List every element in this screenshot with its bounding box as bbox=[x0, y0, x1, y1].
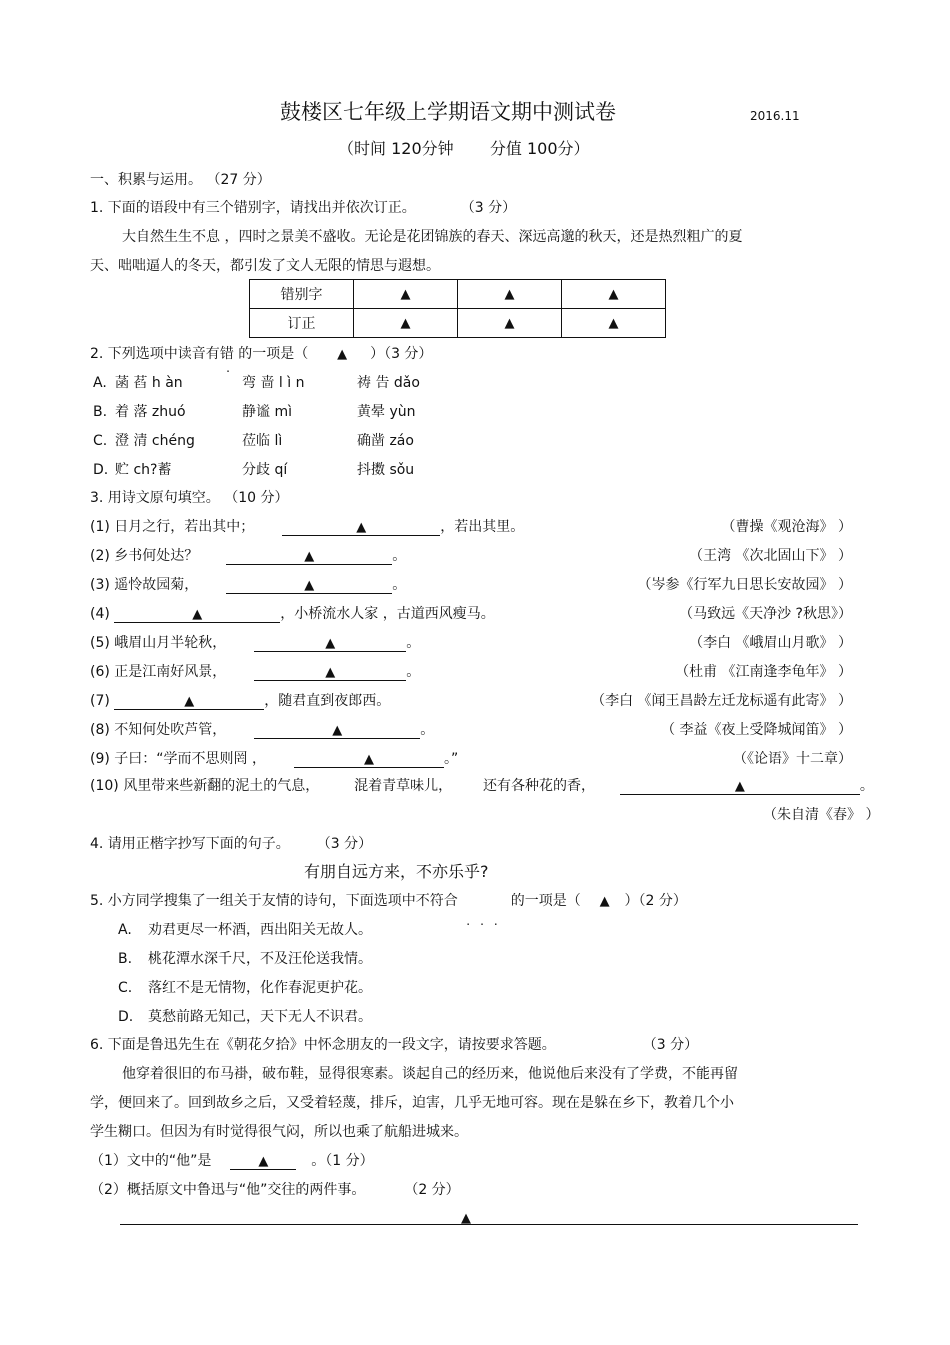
item-number: (4) bbox=[90, 606, 110, 622]
item-number: (9) bbox=[90, 751, 110, 767]
item-number: (5) bbox=[90, 635, 110, 651]
q3-item-source: （《论语》十二章） bbox=[733, 751, 852, 767]
q5-stem: 5. 小方同学搜集了一组关于友情的诗句，下面选项中不符合 ... 的一项是（ ▲ ）（2 分） bbox=[90, 893, 687, 928]
answer-cell[interactable] bbox=[562, 280, 666, 309]
q4-stem bbox=[90, 834, 372, 854]
table-header-cell: 订正 bbox=[250, 309, 354, 338]
q6-sub2 bbox=[90, 1180, 460, 1200]
answer-mark[interactable]: ▲ bbox=[599, 894, 610, 909]
option-letter: D. bbox=[118, 1009, 134, 1025]
fill-blank[interactable] bbox=[254, 664, 406, 681]
option-letter: A. bbox=[118, 922, 132, 938]
answer-mark bbox=[461, 1208, 471, 1229]
item-text: ，若出其里。 bbox=[440, 519, 525, 535]
q1-stem bbox=[90, 198, 516, 218]
q3-item bbox=[90, 575, 406, 595]
q3-item bbox=[90, 546, 406, 566]
correction-table bbox=[249, 279, 666, 338]
option-word: 抖擞 sǒu bbox=[357, 462, 415, 478]
item-text: ，随君直到夜郎西。 bbox=[264, 693, 391, 709]
fill-blank[interactable] bbox=[294, 751, 444, 768]
item-text: 还有各种花的香， bbox=[483, 778, 596, 794]
answer-cell[interactable] bbox=[562, 309, 666, 338]
item-text: 不知何处吹芦管， bbox=[114, 722, 227, 738]
option-word: 静谧 mì bbox=[242, 404, 292, 420]
q3-item-source: （岑参《行军九日思长安故园》 ） bbox=[637, 577, 852, 593]
q1-stem-text: 1. 下面的语段中有三个错别字，请找出并依次订正。 bbox=[90, 200, 416, 216]
q6-sub1-text: （1）文中的“他”是 bbox=[90, 1153, 212, 1169]
q2-stem-b: 的一项是（ bbox=[238, 346, 309, 362]
triangle-mark: ▲ bbox=[325, 636, 336, 651]
q2-stem-c: ）（3 分） bbox=[370, 346, 433, 362]
option-text: 劝君更尽一杯酒，西出阳关无故人。 bbox=[148, 922, 372, 938]
item-text: 子曰：“学而不思则罔 ， bbox=[114, 751, 266, 767]
triangle-mark: ▲ bbox=[184, 694, 195, 709]
triangle-mark: ▲ bbox=[461, 1211, 471, 1226]
option-word: 着 落 zhuó bbox=[115, 404, 186, 420]
item-text: 乡书何处达？ bbox=[114, 548, 199, 564]
option-word: 菡 萏 h àn bbox=[115, 375, 183, 391]
item-number: (8) bbox=[90, 722, 110, 738]
q6-sub2-text: （2）概括原文中鲁迅与“他”交往的两件事。 bbox=[90, 1182, 366, 1198]
answer-cell[interactable] bbox=[354, 280, 458, 309]
answer-line[interactable] bbox=[120, 1224, 858, 1225]
option-word: 贮 ch?蓄 bbox=[115, 462, 172, 478]
q5-option[interactable] bbox=[118, 978, 372, 998]
q1-passage-line1: 大自然生生不息 ，四时之景美不盛收。无论是花团锦族的春天、深远高邈的秋天，还是热烈粗广的夏 bbox=[122, 229, 743, 245]
q3-item-source: （李白 《闻王昌龄左迁龙标遥有此寄》 ） bbox=[591, 693, 852, 709]
table-row bbox=[250, 309, 666, 338]
answer-cell[interactable] bbox=[354, 309, 458, 338]
time-value: 120分钟 bbox=[391, 139, 454, 158]
q3-item-source: （马致远《天净沙 ?秋思》） bbox=[679, 606, 852, 622]
option-word: 莅临 lì bbox=[242, 433, 283, 449]
item-text: 混着青草味儿， bbox=[354, 778, 453, 794]
answer-cell[interactable] bbox=[458, 309, 562, 338]
option-word: 确凿 záo bbox=[357, 433, 414, 449]
q2-stem-emphasis: 错 bbox=[219, 346, 234, 362]
item-text: 。” bbox=[444, 751, 459, 767]
triangle-mark: ▲ bbox=[504, 287, 515, 302]
q3-item-source: （李白 《峨眉山月歌》 ） bbox=[689, 635, 852, 651]
option-letter: B. bbox=[118, 951, 133, 967]
triangle-mark: ▲ bbox=[504, 316, 515, 331]
triangle-mark: ▲ bbox=[734, 779, 745, 794]
q3-stem: 3. 用诗文原句填空。 （10 分） bbox=[90, 490, 289, 506]
option-text: 莫愁前路无知己，天下无人不识君。 bbox=[148, 1009, 372, 1025]
exam-subtitle bbox=[338, 139, 590, 159]
triangle-mark: ▲ bbox=[400, 287, 411, 302]
triangle-mark: ▲ bbox=[192, 607, 203, 622]
q5-stem-c: ）（2 分） bbox=[624, 893, 687, 909]
triangle-mark: ▲ bbox=[364, 752, 374, 767]
q3-item-10 bbox=[90, 776, 874, 796]
item-text: 。 bbox=[859, 778, 874, 794]
option-text: 桃花潭水深千尺，不及汪伦送我情。 bbox=[148, 951, 372, 967]
item-text: 日月之行，若出其中； bbox=[114, 519, 255, 535]
q2-stem bbox=[90, 344, 432, 365]
item-text: ，小桥流水人家 ，古道西风瘦马。 bbox=[280, 606, 495, 622]
item-number: (6) bbox=[90, 664, 110, 680]
item-number: (1) bbox=[90, 519, 110, 535]
item-number: (7) bbox=[90, 693, 110, 709]
fill-blank[interactable] bbox=[226, 577, 392, 594]
triangle-mark: ▲ bbox=[325, 665, 336, 680]
q3-item-10-source: （朱自清《春》 ） bbox=[763, 807, 880, 823]
fill-blank[interactable] bbox=[114, 606, 280, 623]
q6-sub1 bbox=[90, 1151, 374, 1171]
triangle-mark: ▲ bbox=[608, 287, 619, 302]
q4-points: （3 分） bbox=[316, 836, 373, 852]
item-text: 。 bbox=[392, 548, 407, 564]
option-letter: A. bbox=[93, 375, 107, 391]
table-header-cell: 错别字 bbox=[250, 280, 354, 309]
fill-blank[interactable] bbox=[620, 778, 860, 795]
q3-item-source: （ 李益《夜上受降城闻笛》 ） bbox=[661, 722, 852, 738]
q4-stem-text: 4. 请用正楷字抄写下面的句子。 bbox=[90, 836, 290, 852]
option-word: 弯 啬 l ì n bbox=[242, 375, 305, 391]
option-letter: C. bbox=[93, 433, 108, 449]
triangle-mark: ▲ bbox=[304, 578, 315, 593]
item-text: 。 bbox=[392, 577, 407, 593]
item-number: (3) bbox=[90, 577, 110, 593]
q3-item bbox=[90, 633, 420, 653]
q5-stem-a: 5. 小方同学搜集了一组关于友情的诗句，下面选项中不符合 bbox=[90, 893, 458, 909]
item-text: 风里带来些新翻的泥土的气息， bbox=[123, 778, 320, 794]
fill-blank[interactable] bbox=[254, 635, 406, 652]
item-text: 正是江南好风景， bbox=[114, 664, 227, 680]
triangle-mark: ▲ bbox=[258, 1154, 269, 1169]
triangle-mark: ▲ bbox=[332, 723, 343, 738]
triangle-mark: ▲ bbox=[608, 316, 619, 331]
triangle-mark: ▲ bbox=[400, 316, 411, 331]
fill-blank[interactable] bbox=[230, 1153, 296, 1170]
option-word: 祷 告 dǎo bbox=[357, 375, 420, 391]
option-text: 落红不是无情物，化作春泥更护花。 bbox=[148, 980, 372, 996]
q2-stem-a: 2. 下列选项中读音有 bbox=[90, 346, 220, 362]
fill-blank[interactable] bbox=[114, 693, 264, 710]
item-text: 。 bbox=[420, 722, 435, 738]
time-label: （时间 bbox=[338, 139, 387, 158]
fill-blank[interactable] bbox=[282, 519, 440, 536]
q6-sub2-points: （2 分） bbox=[404, 1182, 460, 1198]
table-row bbox=[250, 280, 666, 309]
q6-stem bbox=[90, 1035, 698, 1055]
option-letter: B. bbox=[93, 404, 108, 420]
option-letter: C. bbox=[118, 980, 133, 996]
triangle-mark: ▲ bbox=[356, 520, 367, 535]
q3-item bbox=[90, 662, 420, 682]
fill-blank[interactable] bbox=[254, 722, 420, 739]
q1-points: （3 分） bbox=[460, 200, 517, 216]
score-label: 分值 bbox=[489, 139, 522, 158]
q6-passage-line1: 他穿着很旧的布马褂，破布鞋，显得很寒素。谈起自己的经历来，他说他后来没有了学费，不能再留 bbox=[122, 1066, 738, 1082]
triangle-mark: ▲ bbox=[304, 549, 315, 564]
q6-sub1-points: 。（1 分） bbox=[311, 1153, 374, 1169]
q3-item bbox=[90, 604, 495, 624]
q6-passage-line2: 学，便回来了。回到故乡之后，又受着轻蔑，排斥，迫害，几乎无地可容。现在是躲在乡下，教着几个小 bbox=[90, 1095, 734, 1111]
item-text: 遥怜故园菊， bbox=[114, 577, 199, 593]
exam-date: 2016.11 bbox=[750, 109, 800, 123]
item-text: 峨眉山月半轮秋， bbox=[114, 635, 227, 651]
q3-item bbox=[90, 749, 458, 769]
q3-item bbox=[90, 720, 434, 740]
fill-blank[interactable] bbox=[226, 548, 392, 565]
q4-sentence: 有朋自远方来，不亦乐乎? bbox=[304, 862, 489, 881]
item-number: (10) bbox=[90, 778, 119, 794]
option-word: 黄晕 yùn bbox=[357, 404, 416, 420]
item-text: 。 bbox=[406, 635, 421, 651]
option-letter: D. bbox=[93, 462, 109, 478]
q3-item bbox=[90, 517, 524, 537]
q1-passage-line2: 天、咄咄逼人的冬天，都引发了文人无限的情思与遐想。 bbox=[90, 258, 440, 274]
answer-cell[interactable] bbox=[458, 280, 562, 309]
q3-item-source: （曹操《观沧海》 ） bbox=[721, 519, 852, 535]
q6-stem-text: 6. 下面是鲁迅先生在《朝花夕拾》中怀念朋友的一段文字，请按要求答题。 bbox=[90, 1037, 556, 1053]
q6-passage-line3: 学生糊口。但因为有时觉得很气闷，所以也乘了航船进城来。 bbox=[90, 1124, 468, 1140]
item-text: 。 bbox=[406, 664, 421, 680]
section-heading: 一、积累与运用。 （27 分） bbox=[90, 172, 271, 188]
q5-option[interactable] bbox=[118, 920, 372, 940]
option-word: 分歧 qí bbox=[242, 462, 288, 478]
q3-item bbox=[90, 691, 390, 711]
q6-points: （3 分） bbox=[642, 1037, 699, 1053]
answer-mark[interactable]: ▲ bbox=[337, 347, 348, 362]
option-word: 澄 清 chéng bbox=[115, 433, 195, 449]
q5-option[interactable] bbox=[118, 949, 372, 969]
q3-item-source: （王湾 《次北固山下》 ） bbox=[689, 548, 852, 564]
item-number: (2) bbox=[90, 548, 110, 564]
q5-option[interactable] bbox=[118, 1007, 372, 1027]
score-value: 100分） bbox=[526, 139, 590, 158]
exam-title: 鼓楼区七年级上学期语文期中测试卷 bbox=[280, 100, 616, 124]
q3-item-source: （杜甫 《江南逢李龟年》 ） bbox=[675, 664, 852, 680]
q5-stem-b: 的一项是（ bbox=[510, 893, 581, 909]
